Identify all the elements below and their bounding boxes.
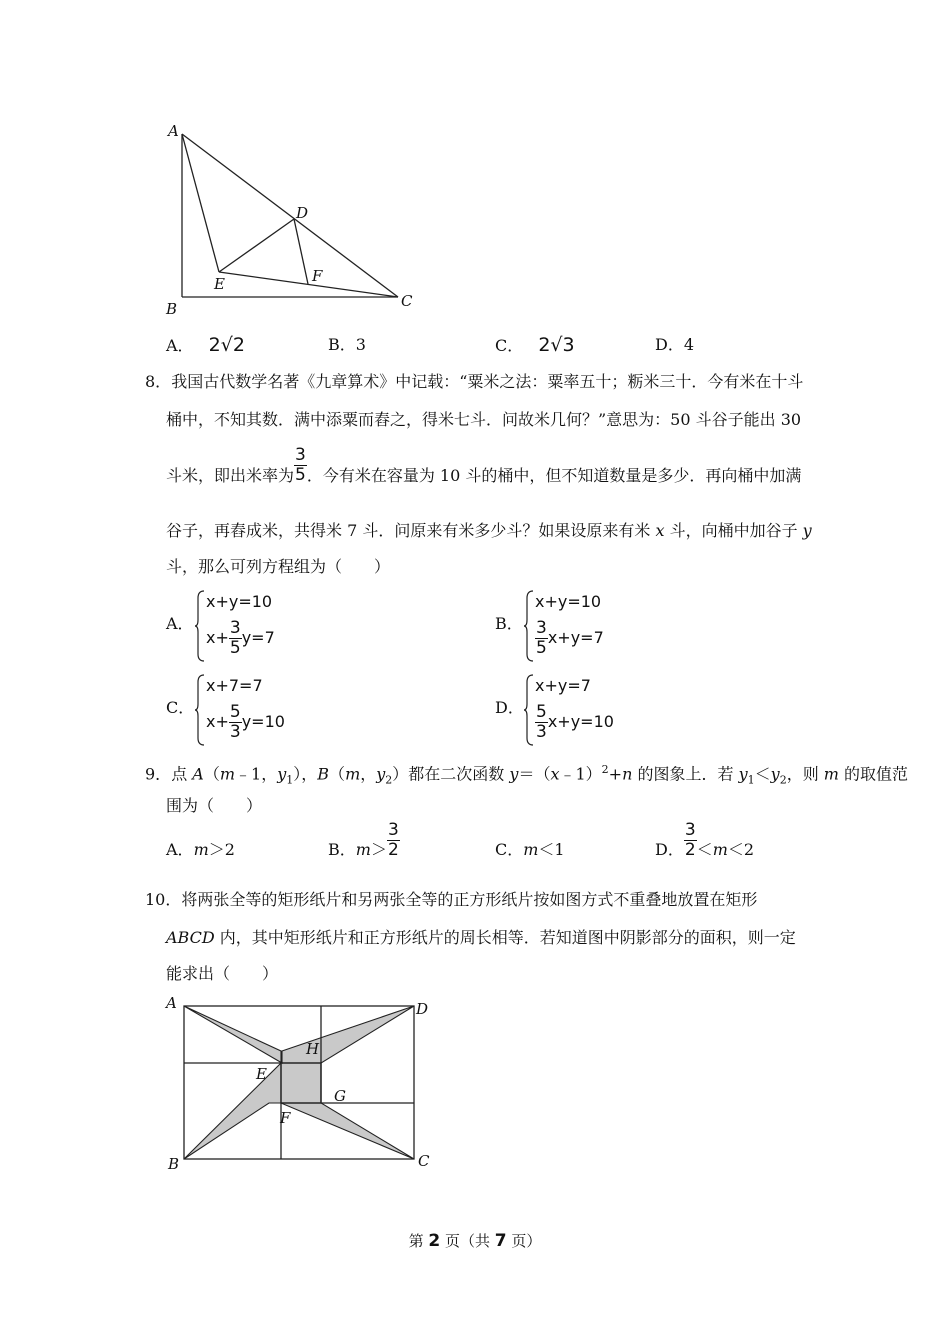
q10-var: ABCD xyxy=(166,928,215,947)
q9-var: y xyxy=(738,764,748,784)
fraction-denominator: 3 xyxy=(229,722,241,742)
segment-ec xyxy=(219,272,398,297)
q8-line-3 xyxy=(166,445,802,486)
q9-var: B xyxy=(317,764,330,784)
label-a: A xyxy=(166,994,177,1012)
q9-line-2: 围为（ ） xyxy=(166,796,263,815)
q10-line-1 xyxy=(145,890,757,910)
q9-var: m xyxy=(345,764,361,784)
option-var: m xyxy=(193,840,209,859)
segment-ae xyxy=(182,134,219,272)
q9-text: 的图象上．若 xyxy=(632,764,739,784)
label-d: D xyxy=(296,204,309,222)
q8-option-d-system[interactable] xyxy=(523,674,643,746)
q9-var: m xyxy=(219,764,236,784)
label-b: B xyxy=(168,1155,180,1173)
q9-sub: 1 xyxy=(286,773,294,787)
q9-var: x xyxy=(550,764,560,784)
q9-option-c[interactable] xyxy=(495,840,565,860)
q9-text: ＝（ xyxy=(518,764,551,784)
eq-part: x+y=7 xyxy=(547,628,604,647)
option-value: 2√2 xyxy=(208,334,245,356)
shaded-region xyxy=(184,1006,414,1159)
option-letter: D． xyxy=(655,335,684,354)
brace-icon xyxy=(194,674,206,746)
label-f: F xyxy=(312,267,323,285)
q9-sub: 2 xyxy=(779,773,787,787)
question-number: 9． xyxy=(145,764,172,784)
page-number: 2 xyxy=(428,1231,441,1251)
option-letter: D． xyxy=(655,840,684,859)
fraction xyxy=(535,704,548,741)
eq-part: y=7 xyxy=(241,628,275,647)
equation-1: x+7=7 xyxy=(206,676,263,695)
equation-2 xyxy=(206,704,285,741)
equation-2 xyxy=(206,620,275,657)
q9-var: n xyxy=(622,764,633,784)
fraction-numerator: 5 xyxy=(536,702,547,722)
fraction-denominator: 5 xyxy=(536,638,547,658)
q8-text: 斗米，即出米率为 xyxy=(166,466,295,485)
q7-option-d[interactable] xyxy=(655,335,694,355)
eq-part: x+ xyxy=(206,628,229,647)
q9-text: 的取值范 xyxy=(838,764,909,784)
q8-option-b-letter[interactable]: B． xyxy=(495,614,523,633)
q8-line-4 xyxy=(166,521,812,541)
equation-1: x+y=7 xyxy=(535,676,591,695)
q9-option-b[interactable] xyxy=(328,820,400,860)
q9-sub: 2 xyxy=(385,773,393,787)
q8-text: 斗，向桶中加谷子 xyxy=(664,521,803,540)
question-number: 10． xyxy=(145,890,182,909)
q7-option-c[interactable] xyxy=(495,335,575,356)
q8-option-c-letter[interactable]: C． xyxy=(166,698,195,717)
q9-text: （ xyxy=(329,764,346,784)
var-y: y xyxy=(802,521,812,540)
label-e: E xyxy=(214,275,225,293)
fraction-numerator: 3 xyxy=(387,820,399,840)
label-c: C xyxy=(401,292,413,310)
option-rel: ＞ xyxy=(370,840,387,859)
q8-option-b-system[interactable] xyxy=(523,590,643,662)
option-var: m xyxy=(712,840,728,859)
q8-line-5 xyxy=(166,557,390,577)
option-rel: ＞2 xyxy=(208,840,235,859)
fraction-denominator: 2 xyxy=(684,840,696,860)
option-letter: A． xyxy=(166,336,194,355)
q8-option-a-system[interactable] xyxy=(194,590,314,662)
fraction xyxy=(684,822,697,859)
q7-option-b[interactable] xyxy=(328,335,366,355)
q9-text: + xyxy=(608,764,623,784)
q10-line-3: 能求出（ ） xyxy=(166,964,279,983)
label-f: F xyxy=(280,1109,291,1127)
q8-text: 斗，那么可列方程组为（ ） xyxy=(166,557,391,576)
fraction-numerator: 3 xyxy=(229,618,241,638)
eq-part: y=10 xyxy=(241,712,285,731)
footer-text: 第 xyxy=(408,1232,429,1250)
q9-text: （ xyxy=(203,764,220,784)
option-rel: ＜1 xyxy=(538,840,565,859)
q9-var: y xyxy=(770,764,780,784)
option-value: 4 xyxy=(683,335,695,354)
q9-sup: 2 xyxy=(601,763,609,776)
q8-text: ．今有米在容量为 10 斗的桶中，但不知道数量是多少．再向桶中加满 xyxy=(306,466,802,485)
brace-icon xyxy=(194,590,206,662)
rate-fraction xyxy=(294,447,307,484)
q9-option-a[interactable] xyxy=(166,840,235,860)
option-letter: B． xyxy=(328,840,356,859)
fraction-denominator: 5 xyxy=(229,638,241,658)
q9-text: ）， xyxy=(293,764,318,784)
option-letter: B． xyxy=(328,335,356,354)
label-h: H xyxy=(306,1040,320,1058)
option-var: m xyxy=(523,840,539,859)
eq-part: x+ xyxy=(206,712,229,731)
segment-ed xyxy=(219,219,294,272)
q8-line-2 xyxy=(166,410,801,430)
q9-text: ， xyxy=(360,764,377,784)
q10-text: 内，其中矩形纸片和正方形纸片的周长相等．若知道图中阴影部分的面积，则一定 xyxy=(214,928,796,947)
q9-text: ，则 xyxy=(786,764,824,784)
label-a: A xyxy=(168,122,179,140)
label-g: G xyxy=(334,1087,346,1105)
fraction xyxy=(229,620,242,657)
option-rel: ＜ xyxy=(696,840,713,859)
brace-icon xyxy=(523,590,535,662)
q9-option-d[interactable] xyxy=(655,820,755,860)
fraction xyxy=(229,704,242,741)
q10-text: 将两张全等的矩形纸片和另两张全等的正方形纸片按如图方式不重叠地放置在矩形 xyxy=(181,890,758,909)
segment-df xyxy=(294,219,308,284)
q7-option-a[interactable] xyxy=(166,335,245,356)
fraction-numerator: 3 xyxy=(295,445,306,465)
q8-line-1 xyxy=(145,372,803,392)
footer-text: 页） xyxy=(506,1232,542,1250)
equation-1: x+y=10 xyxy=(206,592,273,611)
eq-part: x+y=10 xyxy=(547,712,614,731)
q8-text: 我国古代数学名著《九章算术》中记载：“粟米之法：粟率五十；粝米三十．今有米在十斗 xyxy=(171,372,804,391)
q8-option-c-system[interactable] xyxy=(194,674,314,746)
q9-line-1 xyxy=(145,760,908,791)
segment-ac xyxy=(182,134,398,297)
equation-1: x+y=10 xyxy=(535,592,602,611)
label-e: E xyxy=(256,1065,267,1083)
option-rel: ＜2 xyxy=(727,840,755,859)
var-x: x xyxy=(655,521,665,540)
option-value: 2√3 xyxy=(538,334,575,356)
option-letter: C． xyxy=(495,840,524,859)
brace-icon xyxy=(523,674,535,746)
fraction-denominator: 3 xyxy=(536,722,547,742)
option-letter: A． xyxy=(166,840,194,859)
q9-var: A xyxy=(192,764,204,784)
label-d: D xyxy=(416,1000,429,1018)
triangle-figure xyxy=(160,118,430,318)
footer-text: 页（共 xyxy=(440,1232,495,1250)
label-b: B xyxy=(166,300,178,318)
fraction-denominator: 5 xyxy=(295,465,306,485)
q9-text: 点 xyxy=(171,764,193,784)
q9-var: y xyxy=(509,764,519,784)
fraction-denominator: 2 xyxy=(387,840,399,860)
q9-var: y xyxy=(376,764,386,784)
q9-sub: 1 xyxy=(747,773,755,787)
q10-line-2 xyxy=(166,928,796,948)
fraction-numerator: 5 xyxy=(229,702,241,722)
q9-text: ﹣1， xyxy=(235,764,278,784)
label-c: C xyxy=(418,1152,430,1170)
page-footer xyxy=(0,1230,950,1251)
fraction xyxy=(535,620,548,657)
option-var: m xyxy=(355,840,371,859)
rectangle-figure xyxy=(160,992,440,1174)
question-number: 8． xyxy=(145,372,172,391)
q9-var: y xyxy=(277,764,287,784)
q8-text: 谷子，再舂成米，共得米 7 斗．问原来有米多少斗？如果设原来有米 xyxy=(166,521,656,540)
fraction-numerator: 3 xyxy=(684,820,696,840)
q8-option-d-letter[interactable]: D． xyxy=(495,698,524,717)
total-pages: 7 xyxy=(494,1231,507,1251)
q9-text: ＜ xyxy=(754,764,771,784)
equation-2 xyxy=(535,704,614,741)
option-letter: C． xyxy=(495,336,524,355)
q9-text: ﹣1） xyxy=(559,764,602,784)
fraction-numerator: 3 xyxy=(536,618,547,638)
q8-text: 桶中，不知其数．满中添粟而舂之，得米七斗．问故米几何？”意思为：50 斗谷子能出 30 xyxy=(166,410,802,429)
q9-var: m xyxy=(823,764,839,784)
option-value: 3 xyxy=(355,335,366,354)
q9-text: ）都在二次函数 xyxy=(392,764,510,784)
q8-option-a-letter[interactable]: A． xyxy=(166,614,194,633)
fraction xyxy=(387,822,400,859)
equation-2 xyxy=(535,620,604,657)
